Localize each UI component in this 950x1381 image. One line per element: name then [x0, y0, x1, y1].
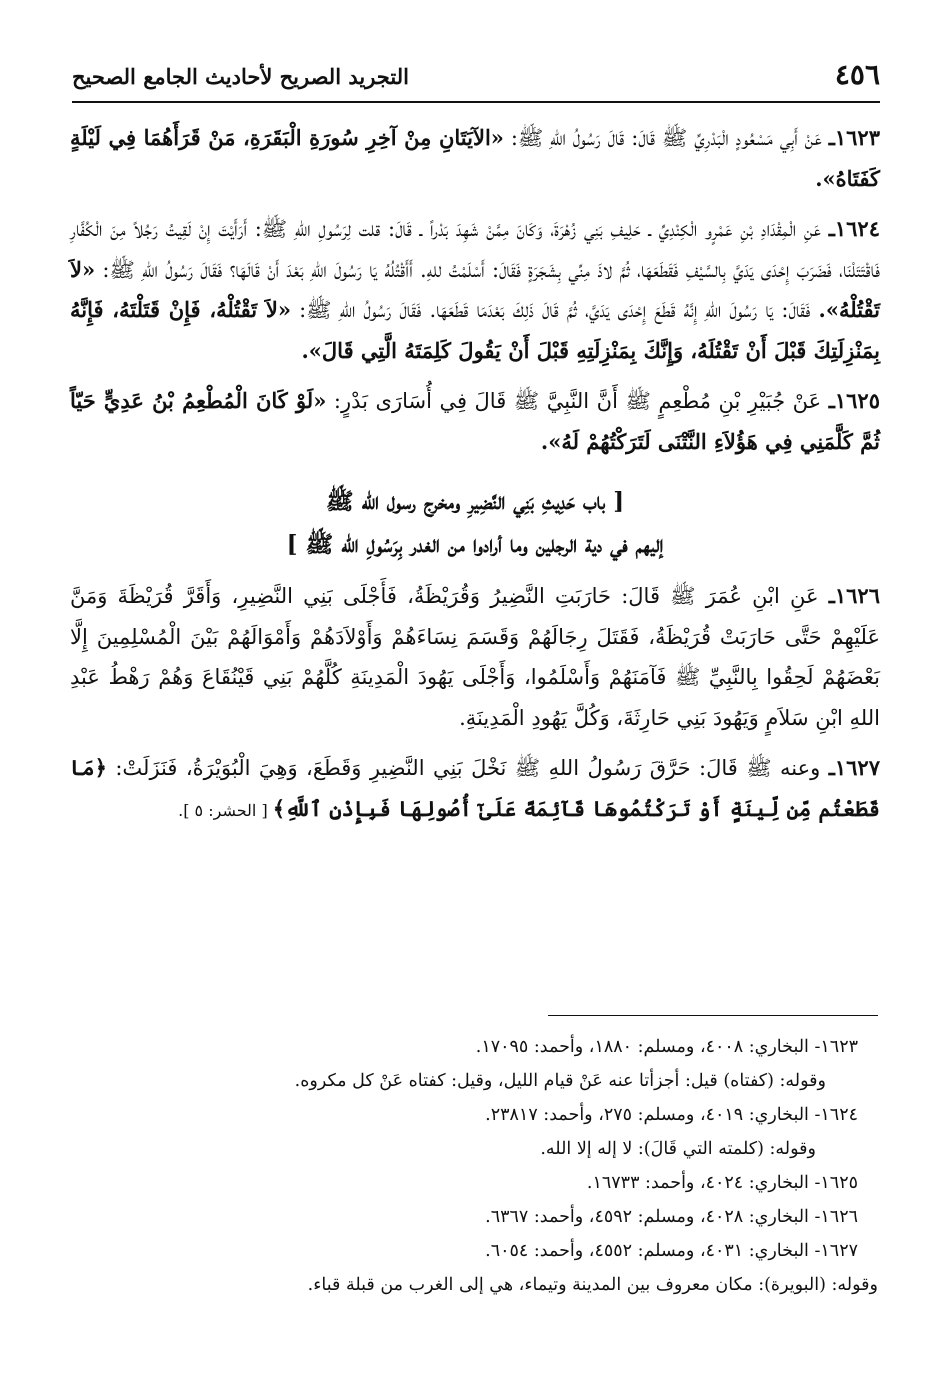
- footnote-source: ١٦٢٣- البخاري: ٤٠٠٨، ومسلم: ١٨٨٠، وأحمد: ١٧٠٩٥.: [475, 1037, 858, 1057]
- chapter-heading-line-2: إليهم في دية الرجلين وما أرادوا من الغدر بِرَسُولِ الله ﷺ ]: [286, 531, 664, 558]
- hadith-intro: عَنِ الْمِقْدَادِ بْنِ عَمْرٍو الْكِنْدِيِّ ـ حَلِيفِ بَنِي زُهْرَةَ، وَكَانَ مِمَّنْ شَهِدَ بَدْراً ـ قَالَ: قلت لِرَسُولِ اللهِ ﷺ: أَرَأَيْتَ إِنْ لَقِيتُ رَجُلاً مِنَ الْكُفَّارِ فَاقْتَتَلْنَا، فَضَرَبَ إِحْدَى يَدَيَّ بِالسَّيْفِ فَقَطَعَهَا، ثُمَّ لاذَ مِنِّي بِشَجَرَةٍ فَقَالَ: أَسْلَمْتُ للهِ. أَأَقْتُلُهُ يَا رَسُولَ اللهِ بَعْدَ أَنْ قَالَهَا؟ فَقَالَ رَسُولُ اللهِ ﷺ:: [70, 217, 880, 282]
- hadith-1624: [70, 209, 880, 371]
- footnotes: [98, 1030, 878, 1302]
- page-number: ٤٥٦: [834, 58, 880, 91]
- footnote-divider: [548, 1015, 878, 1016]
- verse-reference: [ الحشر: ٥ ].: [178, 800, 273, 820]
- hadith-1623: [70, 118, 880, 199]
- footnote-source: ١٦٢٥- البخاري: ٤٠٢٤، وأحمد: ١٦٧٣٣.: [586, 1173, 858, 1193]
- footnote-source: ١٦٢٤- البخاري: ٤٠١٩، ومسلم: ٢٧٥، وأحمد: ٢٣٨١٧.: [485, 1105, 858, 1125]
- hadith-1625: [70, 381, 880, 462]
- page-header: [72, 58, 880, 98]
- hadith-text: عَنِ ابْنِ عُمَرَ ﷺ قَالَ: حَارَبَتِ النَّضِيرُ وَقُرَيْظَةُ، فَأَجْلَى بَنِي النَّضِيرِ، وَأَقَرَّ قُرَيْظَةَ وَمَنَّ عَلَيْهِمْ حَتَّى حَارَبَتْ قُرَيْظَةُ، فَقَتَلَ رِجَالَهُمْ وَقَسَمَ نِسَاءَهُمْ وَأَوْلاَدَهُمْ وَأَمْوَالَهُمْ بَيْنَ الْمُسْلِمِينَ إِلَّا بَعْضَهُمْ لَحِقُوا بِالنَّبِيِّ ﷺ فَآمَنَهُمْ وَأَسْلَمُوا، وَأَجْلَى يَهُودَ الْمَدِينَةِ كُلَّهُمْ بَنِي قَيْنُقَاعَ وَهُمْ رَهْطُ عَبْدِ اللهِ ابْنِ سَلاَمٍ وَيَهُودَ بَنِي حَارِثَةَ، وَكُلَّ يَهُودِ الْمَدِينَةِ.: [70, 584, 880, 730]
- footnote-note: وقوله: (البويرة): مكان معروف بين المدينة وتيماء، هي إلى الغرب من قبلة قباء.: [307, 1275, 878, 1295]
- quran-verse: ﴿مَا قَطَعْتُم مِّن لِّينَةٍ أَوْ تَرَكْتُمُوهَا قَآئِمَةً عَلَىٰٓ أُصُولِهَا فَبِإِذْنِ ٱللَّهِ﴾: [70, 755, 880, 821]
- hadith-1627: [70, 748, 880, 831]
- main-text: [70, 118, 880, 841]
- footnote-note: وقوله: (كلمته التي قَالَ): لا إله إلا الله.: [540, 1139, 816, 1159]
- chapter-heading: [70, 480, 880, 566]
- hadith-1626: [70, 576, 880, 738]
- footnote-source: ١٦٢٧- البخاري: ٤٠٣١، ومسلم: ٤٥٥٢، وأحمد: ٦٠٥٤.: [485, 1241, 858, 1261]
- header-divider: [72, 101, 880, 103]
- hadith-quote: «الآيَتَانِ مِنْ آخِرِ سُورَةِ الْبَقَرَةِ، مَنْ قَرَأَهُمَا فِي لَيْلَةٍ كَفَتَاهُ».: [70, 125, 880, 191]
- hadith-number: ١٦٢٣ـ: [828, 125, 880, 150]
- hadith-number: ١٦٢٤ـ: [828, 216, 880, 241]
- book-title: التجريد الصريح لأحاديث الجامع الصحيح: [72, 64, 409, 89]
- hadith-quote: «لَوْ كَانَ الْمُطْعِمُ بْنُ عَدِيٍّ حَيّاً ثُمَّ كَلَّمَنِي فِي هَؤُلاَءِ النَّتْنَى لَتَرَكْتُهُمْ لَهُ».: [70, 388, 880, 454]
- hadith-quote-2: «لاَ تَقْتُلْهُ، فَإِنْ قَتَلْتَهُ، فَإِنَّهُ بِمَنْزِلَتِكَ قَبْلَ أَنْ تَقْتُلَهُ، وَإِنَّكَ بِمَنْزِلَتِهِ قَبْلَ أَنْ يَقُولَ كَلِمَتَهُ الَّتِي قَالَ».: [70, 297, 880, 363]
- hadith-quote: «لاَ تَقْتُلْهُ».: [70, 256, 880, 322]
- footnote-source: ١٦٢٦- البخاري: ٤٠٢٨، ومسلم: ٤٥٩٢، وأحمد: ٦٣٦٧.: [485, 1207, 858, 1227]
- hadith-intro: عَنْ جُبَيْرِ بْنِ مُطْعِمٍ ﷺ أَنَّ النَّبِيَّ ﷺ قَالَ فِي أُسَارَى بَدْرٍ:: [326, 389, 829, 413]
- chapter-heading-line-1: [ باب حَدِيثِ بَنِي النَّضِيرِ ومخرج رسول الله ﷺ: [325, 488, 625, 515]
- hadith-continuation: فَقَالَ: يَا رَسُولَ اللهِ إِنَّهُ قَطَعَ إِحْدَى يَدَيَّ، ثُمَّ قَالَ ذَلِكَ بَعْدَمَا قَطَعَهَا. فَقَالَ رَسُولُ اللهِ ﷺ:: [290, 298, 819, 322]
- hadith-text: وعنه ﷺ قَالَ: حَرَّقَ رَسُولُ اللهِ ﷺ نَخْلَ بَنِي النَّضِيرِ وَقَطَعَ، وَهِيَ الْبُوَيْرَةُ، فَنَزَلَتْ:: [106, 756, 829, 780]
- footnote-note: وقوله: (كفتاه) قيل: أجزأتا عنه عَنْ قيام الليل، وقيل: كفتاه عَنْ كل مكروه.: [294, 1071, 826, 1091]
- hadith-number: ١٦٢٥ـ: [828, 388, 880, 413]
- hadith-intro: عَنْ أَبِي مَسْعُودٍ الْبَدْرِيِّ ﷺ قَالَ: قَالَ رَسُولُ اللهِ ﷺ:: [503, 126, 829, 150]
- hadith-number: ١٦٢٧ـ: [828, 755, 880, 780]
- hadith-number: ١٦٢٦ـ: [828, 583, 880, 608]
